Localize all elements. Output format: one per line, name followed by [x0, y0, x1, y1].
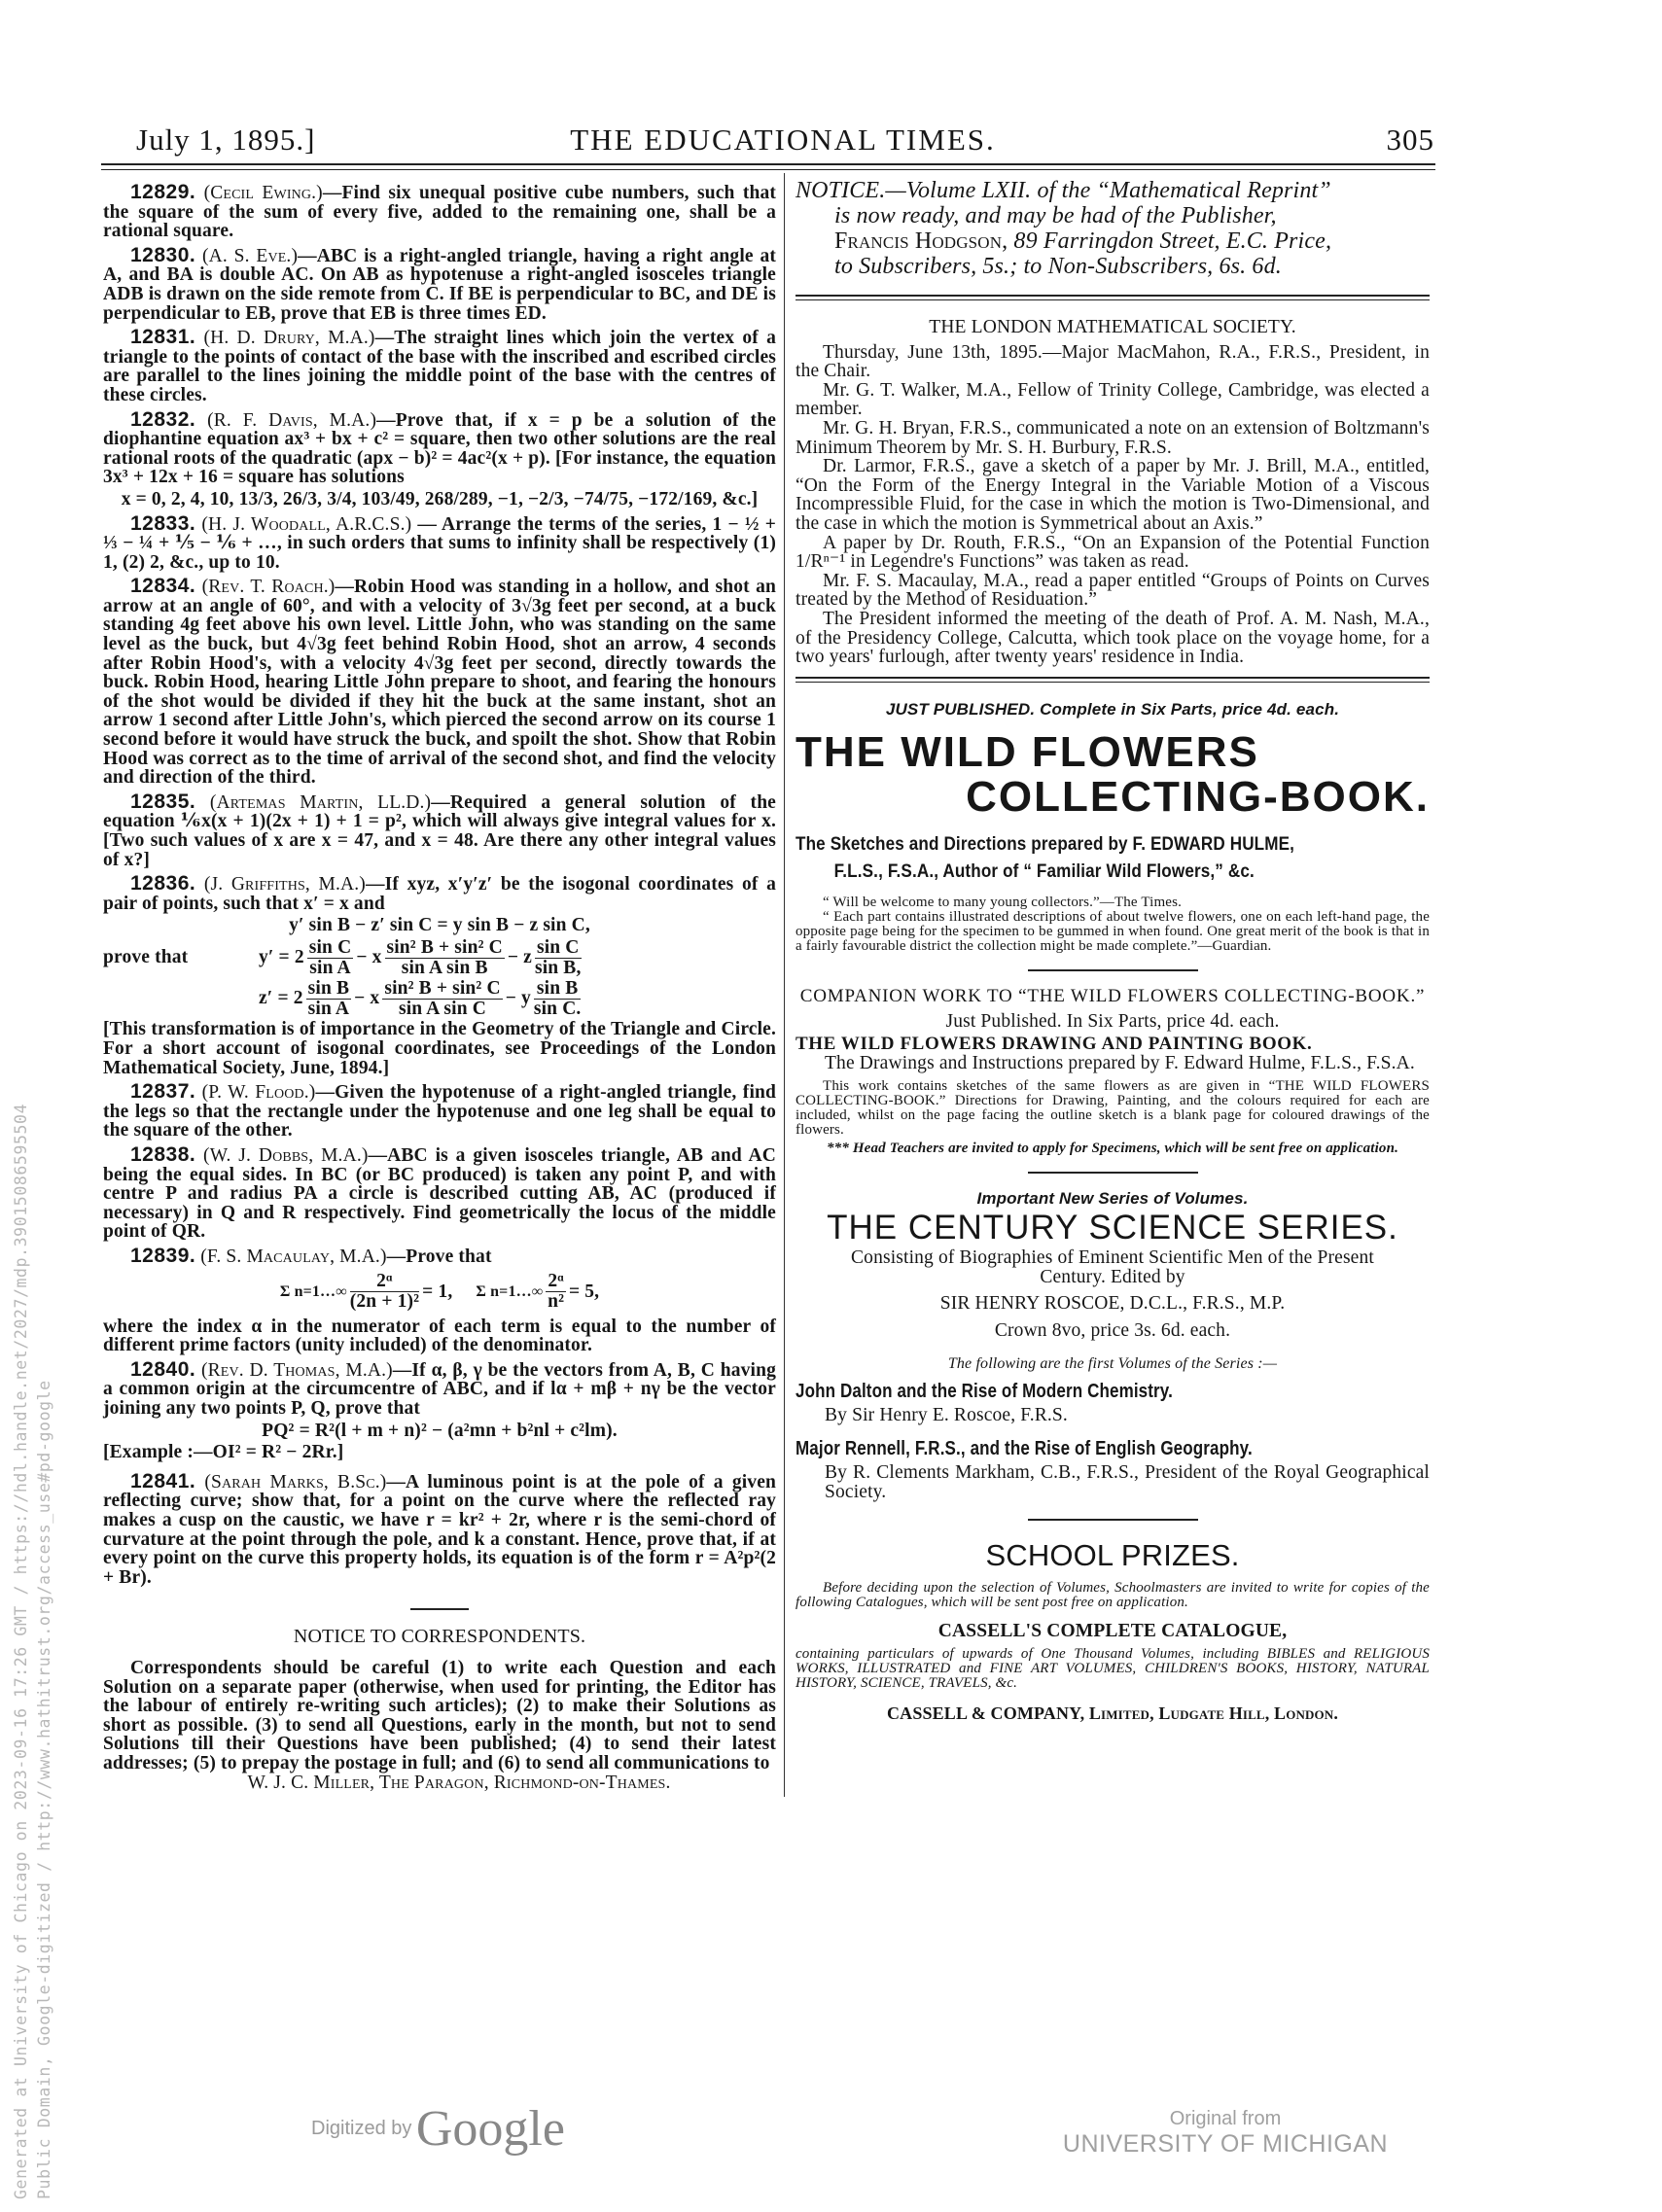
- divider: [410, 1608, 469, 1610]
- questions-column: [103, 178, 776, 1792]
- question-12840: 12840. (Rev. D. Thomas, M.A.)—If α, β, γ be the vectors from A, B, C having a common origin at the circumcentre of ABC, and if lα + mβ + nγ be the vector joining any two points P, Q, prove that: [103, 1357, 776, 1420]
- divider: [1028, 1172, 1198, 1174]
- question-12834: 12834. (Rev. T. Roach.)—Robin Hood was standing in a hollow, and shot an arrow at an angle of 60°, and with a velocity of 3√3g feet per second, at a buck standing 4g feet above his own level. Little John, who was standing on the same level as the buck, but 4√3g feet behind Robin Hood, shot an arrow, 4 seconds after Robin Hood's, with a velocity 4√3g feet per second, directly towards the buck. Robin Hood, hearing Little John prepare to shoot, and fearing the honours of the shot would be divided if they hit the buck at the same instant, shot an arrow 1 second after Little John's, which pierced the second arrow on its course 1 second before it would have struck the buck, and spoilt the shot. Show that Robin Hood was correct as to the time of arrival of the second shot, and find the velocity and direction of the third.: [103, 575, 777, 789]
- question-12835: 12835. (Artemas Martin, LL.D.)—Required a general solution of the equation ⅙x(x + 1)(2x + 1) + 1 = p², which will always give integral values for x. [Two such values of x are x = 47, and x = 48. Are there any other integral values of x?]: [103, 790, 776, 870]
- double-rule: [796, 677, 1430, 683]
- column-divider: [784, 173, 785, 1797]
- question-12831: 12831. (H. D. Drury, M.A.)—The straight lines which join the vertex of a triangle to the points of contact of the base with the inscribed and escribed circles are parallel to the lines joining the middle point of the base with the centres of these circles.: [103, 326, 776, 405]
- volume-title: Major Rennell, F.R.S., and the Rise of English Geography.: [796, 1438, 1253, 1460]
- text-12839: where the index α in the numerator of each term is equal to the number of different prime factors (unity included) of the denominator.: [103, 1316, 776, 1356]
- issue-date: July 1, 1895.]: [136, 123, 316, 157]
- double-rule: [796, 295, 1430, 300]
- question-12838: 12838. (W. J. Dobbs, M.A.)—ABC is a given isosceles triangle, AB and AC being the equal sides. In BC (or BC produced) is taken any point P, and with centre P and radius PA a circle is described cutting AB, AC (produced if necessary) in Q and R respectively. Find geometrically the locus of the middle point of QR.: [103, 1142, 777, 1243]
- formula-12832: x = 0, 2, 4, 10, 13/3, 26/3, 3/4, 103/49, 268/289, −1, −2/3, −74/75, −172/169, &c.]: [121, 488, 759, 509]
- running-header: [126, 119, 1439, 158]
- companion-ad: COMPANION WORK TO “THE WILD FLOWERS COLLECTING-BOOK.” Just Published. In Six Parts, price 4d. each. THE WILD FLOWERS DRAWING AND PAINTING BOOK. The Drawings and Instructions prepared by F. Edward Hulme, F.L.S., F.S.A. This work contains sketches of the same flowers as are given in “THE WILD FLOWERS COLLECTING-BOOK.” Directions for Drawing, Painting, and the colours required for each are included, whilst on the page facing the outline sketch is a blank page for coloured drawings of the flowers. *** Head Teachers are invited to apply for Specimens, which will be sent free on application.: [796, 986, 1430, 1156]
- formula-12836-z: z′ = 2 sin B sin A − x sin² B + sin² C sin A sin C − y sin B sin C.: [259, 978, 582, 1019]
- example-12840: [Example :—OI² = R² − 2Rr.]: [103, 1442, 344, 1463]
- header-rule: [101, 163, 1435, 165]
- century-series-ad: Important New Series of Volumes. THE CENTURY SCIENCE SERIES. Consisting of Biographies of Eminent Scientific Men of the Present Century. Edited by SIR HENRY ROSCOE, D.C.L., F.R.S., M.P. Crown 8vo, price 3s. 6d. each. The following are the first Volumes of the Series :— John Dalton and the Rise of Modern Chemistry. By Sir Henry E. Roscoe, F.R.S. Major Rennell, F.R.S., and the Rise of English Geography. By R. Clements Markham, C.B., F.R.S., President of the Royal Geographical Society.: [796, 1188, 1430, 1502]
- school-prizes-ad: SCHOOL PRIZES. Before deciding upon the selection of Volumes, Schoolmasters are invited to write for copies of the following Catalogues, which will be sent post free on application. CASSELL'S COMPLETE CATALOGUE, containing particulars of upwards of One Thousand Volumes, including BIBLES and RELIGIOUS WORKS, ILLUSTRATED and FINE ART VOLUMES, CHILDREN'S BOOKS, HISTORY, NATURAL HISTORY, SCIENCE, TRAVELS, &c. CASSELL & COMPANY, Limited, Ludgate Hill, London.: [796, 1538, 1430, 1723]
- page-number: 305: [1386, 123, 1434, 157]
- reprint-notice: NOTICE.—Volume LXII. of the “Mathematical Reprint” is now ready, and may be had of the Publisher, Francis Hodgson, 89 Farringdon Street, E.C. Price, to Subscribers, 5s.; to Non-Subscribers, 6s. 6d.: [796, 178, 1332, 279]
- question-12837: 12837. (P. W. Flood.)—Given the hypotenuse of a right-angled triangle, find the legs so that the rectangle under the hypotenuse and one leg shall be equal to the square of the other.: [103, 1080, 777, 1141]
- formula-12836-condition: y′ sin B − z′ sin C = y sin B − z sin C,: [289, 915, 590, 936]
- journal-title: THE EDUCATIONAL TIMES.: [570, 123, 996, 157]
- notice-title: NOTICE TO CORRESPONDENTS.: [293, 1626, 586, 1648]
- fraction: sin B sin A: [307, 978, 350, 1019]
- fraction: sin B sin C.: [533, 978, 582, 1019]
- formula-12836-y: prove that y′ = 2 sin C sin A − x sin² B + sin² C sin A sin B − z sin C sin B,: [103, 936, 582, 978]
- google-logo: Google: [415, 2101, 565, 2157]
- notice-text: Correspondents should be careful (1) to write each Question and each Solution on a separate paper (otherwise, when used for printing, the Editor has the labour of entirely re-writing such articles); (2) to make their Solutions as short as possible. (3) to send all Questions, early in the month, but not to send Solutions till their Questions have been published; (4) to send their latest addresses; (5) to prepay the postage in full; and (6) to send all communications to: [103, 1657, 776, 1773]
- notice-address: W. J. C. Miller, The Paragon, Richmond-on-Thames.: [247, 1772, 671, 1793]
- volume-title: John Dalton and the Rise of Modern Chemistry.: [796, 1381, 1173, 1403]
- question-12841: 12841. (Sarah Marks, B.Sc.)—A luminous point is at the pole of a given reflecting curve; show that, for a point on the curve where the reflected ray makes a cusp on the caustic, we have r = kr² + 2r, where r is the semi-chord of curvature at the point through the pole, and k a constant. Hence, prove that, if at every point on the curve this property holds, its equation is of the form r = A²p²(2 + Br).: [103, 1469, 777, 1588]
- question-12832: 12832. (R. F. Davis, M.A.)—Prove that, if x = p be a solution of the diophantine equation ax³ + bx + c² = square, then two other solutions are the real rational roots of the quadratic (apx − b)² = 4ac²(x + p). [For instance, the equation 3x³ + 12x + 16 = square has solutions: [103, 407, 776, 488]
- announcements-column: [796, 178, 1430, 1723]
- formula-12840: PQ² = R²(l + m + n)² − (a²mn + b²nl + c²lm).: [262, 1420, 618, 1441]
- original-source: Original from UNIVERSITY OF MICHIGAN: [1062, 2108, 1389, 2158]
- wild-flowers-ad: JUST PUBLISHED. Complete in Six Parts, price 4d. each. THE WILD FLOWERS COLLECTING-BOOK. The Sketches and Directions prepared by F. EDWARD HULME, F.L.S., F.S.A., Author of “ Familiar Wild Flowers,” &c. “ Will be welcome to many young collectors.”—The Times. “ Each part contains illustrated descriptions of about twelve flowers, one on each left-hand page, the opposite page being for the specimen to be gummed in when found. One great merit of the book is that in a fairly favourable district the collection might be made complete.”—Guardian.: [796, 699, 1430, 955]
- question-12830: 12830. (A. S. Eve.)—ABC is a right-angled triangle, having a right angle at A, and BA is double AC. On AB as hypotenuse a right-angled isosceles triangle ADB is drawn on the side remote from C. If BE is perpendicular to BC, and DE is perpendicular to EB, prove that EB is three times ED.: [103, 243, 776, 324]
- question-12839: 12839. (F. S. Macaulay, M.A.)—Prove that: [130, 1244, 492, 1267]
- fraction: $\frac{\text{2ᵅ}}{\text{n²}}$: [548, 1271, 565, 1313]
- divider: [1028, 969, 1198, 971]
- fraction: sin² B + sin² C sin A sin B: [386, 936, 503, 978]
- note-12836: [This transformation is of importance in the Geometry of the Triangle and Circle. For a short account of isogonal coordinates, see Proceedings of the London Mathematical Society, June, 1894.]: [103, 1019, 776, 1078]
- header-rule-thin: [101, 169, 1435, 170]
- fraction: sin C sin A: [308, 936, 352, 978]
- question-12836: 12836. (J. Griffiths, M.A.)—If xyz, x′y′z′ be the isogonal coordinates of a pair of points, such that x′ = x and: [103, 872, 777, 914]
- lms-title: THE LONDON MATHEMATICAL SOCIETY.: [929, 317, 1296, 337]
- hathitrust-watermark: Generated at University of Chicago on 2023-09-16 17:26 GMT / https://hdl.handle.net/2027/mdp.39015086595504 Public Domain, Google-digitized / http://www.hathitrust.org/access_use#pd-google: [12, 1103, 53, 2199]
- question-12829: 12829. (Cecil Ewing.)—Find six unequal positive cube numbers, such that the square of the sum of every five, added to the remaining one, shall be a rational square.: [103, 181, 776, 242]
- digitized-by-google: Digitized by Google: [311, 2101, 565, 2157]
- formula-12839: Σ n=1…∞ $\frac{\text{2ᵅ}}{\text{(2n + 1)²}}$ = 1, Σ n=1…∞ $\frac{\text{2ᵅ}}{\text{n²}}$ = 5,: [279, 1271, 600, 1313]
- lms-report: Thursday, June 13th, 1895.—Major MacMahon, R.A., F.R.S., President, in the Chair. Mr. G. T. Walker, M.A., Fellow of Trinity College, Cambridge, was elected a member. Mr. G. H. Bryan, F.R.S., communicated a note on an extension of Boltzmann's Minimum Theorem by Mr. S. H. Burbury, F.R.S. Dr. Larmor, F.R.S., gave a sketch of a paper by Mr. J. Brill, M.A., entitled, “On the Form of the Energy Integral in the Variable Motion of a Viscous Incompressible Fluid, for the case in which the motion is Two-Dimensional, and the case in which the motion is Symmetrical about an Axis.” A paper by Dr. Routh, F.R.S., “On an Expansion of the Potential Function 1/Rⁿ⁻¹ in Legendre's Functions” was taken as read. Mr. F. S. Macaulay, M.A., read a paper entitled “Groups of Points on Curves treated by the Method of Residuation.” The President informed the meeting of the death of Prof. A. M. Nash, M.A., of the Presidency College, Calcutta, which took place on the voyage home, for a two years' furlough, after twenty years' residence in India.: [796, 341, 1430, 668]
- question-12833: 12833. (H. J. Woodall, A.R.C.S.) — Arrange the terms of the series, 1 − ½ + ⅓ − ¼ + ⅕ − ⅙ + …, in such orders that sums to infinity shall be respectively (1) 1, (2) 2, &c., up to 10.: [103, 511, 777, 573]
- fraction: sin² B + sin² C sin A sin C: [384, 978, 501, 1019]
- fraction: sin C sin B,: [534, 936, 582, 978]
- divider: [1028, 1519, 1198, 1521]
- fraction: $\frac{\text{2ᵅ}}{\text{(2n + 1)²}}$: [349, 1271, 420, 1313]
